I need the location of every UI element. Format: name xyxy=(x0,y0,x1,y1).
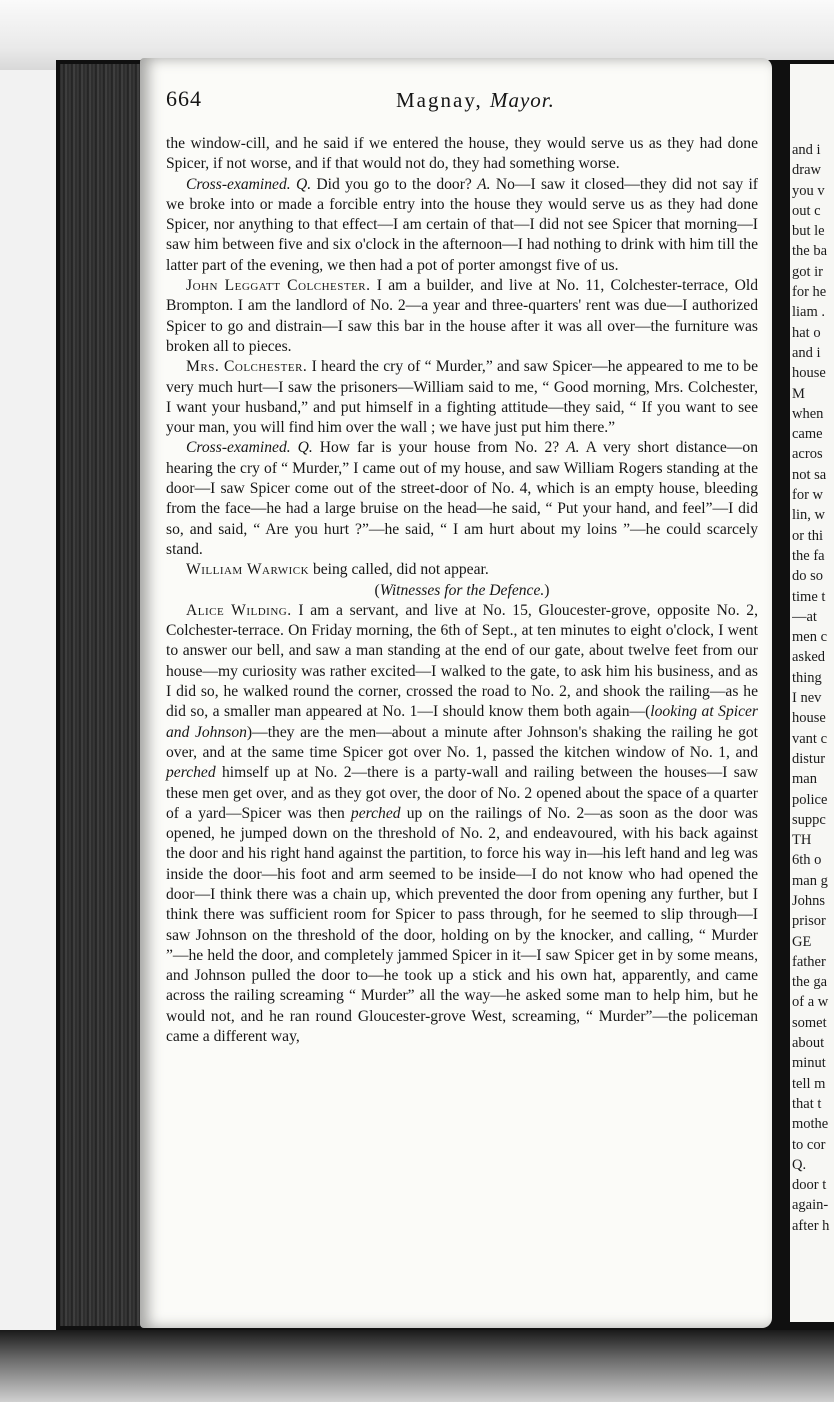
facing-page-line: distur xyxy=(792,750,826,767)
body-text xyxy=(166,134,758,1047)
facing-page-line: 6th o xyxy=(792,852,822,869)
facing-page-line: somet xyxy=(792,1014,827,1031)
italic-text: looking at Spicer and Johnson xyxy=(166,703,758,741)
facing-page-line: again- xyxy=(792,1197,829,1214)
facing-page-line: for w xyxy=(792,487,824,504)
facing-page-line: got ir xyxy=(792,263,824,280)
facing-page-line: not sa xyxy=(792,466,827,483)
facing-page-line: father xyxy=(792,953,826,970)
facing-page-line: house xyxy=(792,710,826,727)
facing-page-line: I nev xyxy=(792,690,822,707)
facing-page-line: Q. xyxy=(792,1156,807,1173)
facing-page-line: and i xyxy=(792,344,821,361)
speaker-name: Mrs. Colchester. xyxy=(186,358,308,376)
facing-page-line: time t xyxy=(792,588,826,605)
facing-page-fragments xyxy=(792,140,834,1236)
paragraph xyxy=(166,175,758,276)
facing-page-line: when xyxy=(792,405,824,422)
facing-page-line: thing xyxy=(792,669,822,686)
facing-page-line: do so xyxy=(792,568,824,585)
facing-page-line: prisor xyxy=(792,913,826,930)
facing-page-line: tell m xyxy=(792,1075,826,1092)
facing-page-line: of a w xyxy=(792,994,829,1011)
text-run: up on the railings of No. 2—as soon as the door was opened, he jumped down on the threshold of No. 2, and endeavoured, with his back against the door and his right hand against the partition, to force his way in—his left hand and leg was inside the door—his foot and arm seemed to be inside—I do not know who had opened the door—I think there was a chain up, which prevented the door from opening any further, but I think there was sufficient room for Spicer to pass through, for he seemed to slip through—I saw Johnson on the threshold of the door, holding on by the knocker, and calling, “ Murder ”—he held the door, and completely jammed Spicer in it—I saw Spicer get in by some means, and Johnson pulled the door to—he took up a stick and his own hat, apparently, and came across the railing screaming “ Murder” all the way—he asked some man to help him, but he would not, and he ran round Gloucester-grove West, screaming, “ Murder”—the policeman came a different way, xyxy=(166,804,758,1046)
italic-text: A. xyxy=(477,175,491,193)
facing-page-line: suppc xyxy=(792,811,826,828)
facing-page-line: door t xyxy=(792,1177,827,1194)
paragraph xyxy=(166,601,758,1048)
facing-page-line: hat o xyxy=(792,324,821,341)
facing-page-line: house xyxy=(792,365,826,382)
facing-page-line: TH xyxy=(792,832,812,849)
facing-page-line: but le xyxy=(792,223,825,240)
text-run: being called, did not appear. xyxy=(309,561,489,579)
book-spine xyxy=(60,64,146,1326)
facing-page-line: the ba xyxy=(792,243,828,260)
running-title-main: Magnay, xyxy=(396,88,483,112)
facing-page-line: the ga xyxy=(792,974,828,991)
facing-page-line: or thi xyxy=(792,527,824,544)
facing-page-line: out c xyxy=(792,202,821,219)
facing-page-edge xyxy=(790,64,834,1322)
speaker-name: William Warwick xyxy=(186,561,310,579)
text-run: I am a builder, and live at No. 11, Colchester-terrace, Old Brompton. I am the landlord of No. 2—a year and three-quarters' rent was due—I authorized Spicer to go and distrain—I saw this bar in the house after it was all over—the furniture was broken all to pieces. xyxy=(166,277,758,355)
italic-text: Cross-examined. xyxy=(186,439,291,457)
speaker-name: John Leggatt Colchester. xyxy=(186,277,371,295)
text-run: No—I saw it closed—they did not say if we broke into or made a forcible entry into the house they would serve us as they had done Spicer, nor anything to that effect—I am certain of that—I did not see Spicer that morning—I saw him between five and six o'clock in the afternoon—I had nothing to drink with him till the latter part of the evening, we then had a pot of porter amongst five of us. xyxy=(166,175,758,274)
facing-page-line: after h xyxy=(792,1217,830,1234)
facing-page-line: about xyxy=(792,1035,825,1052)
text-run: himself up at No. 2—there is a party-wall and railing between the houses—I saw these men get over, and as they got over, the door of No. 2 opened about the space of a quarter of a yard—Spicer was then xyxy=(166,764,758,822)
book-page xyxy=(140,58,772,1328)
facing-page-line: police xyxy=(792,791,828,808)
italic-text: perched xyxy=(166,764,216,782)
text-run: ( xyxy=(374,581,380,599)
facing-page-line: draw xyxy=(792,162,821,179)
text-run: Did you go to the door? xyxy=(311,175,478,193)
text-run xyxy=(291,439,298,456)
facing-page-line: man g xyxy=(792,872,828,889)
facing-page-line: came xyxy=(792,426,823,443)
paragraph xyxy=(166,357,758,438)
facing-page-line: that t xyxy=(792,1095,822,1112)
facing-page-line: man xyxy=(792,771,817,788)
paragraph xyxy=(166,134,758,175)
page-number: 664 xyxy=(166,86,202,111)
facing-page-line: you v xyxy=(792,182,825,199)
facing-page-line: GE xyxy=(792,933,812,950)
running-title xyxy=(396,88,555,113)
text-run: I heard the cry of “ Murder,” and saw Spicer—he appeared to me to be very much hurt—I saw the prisoners—William said to me, “ Good morning, Mrs. Colchester, I want your husband,” and put himself in a fighting attitude—they said, “ If you want to see your man, you will find him over the wall ; we have just put him there.” xyxy=(166,358,758,437)
italic-text: Q. xyxy=(297,439,313,457)
facing-page-line: the fa xyxy=(792,547,825,564)
text-run: )—they are the men—about a minute after Johnson's shaking the railing he got over, and at the same time Spicer got over No. 1, passed the kitchen window of No. 1, and xyxy=(166,723,758,761)
text-run: ) xyxy=(544,581,550,599)
paragraph xyxy=(166,438,758,560)
facing-page-line: minut xyxy=(792,1055,826,1072)
italic-text: Cross-examined. xyxy=(186,175,291,193)
running-title-italic: Mayor. xyxy=(489,88,555,112)
facing-page-line: mothe xyxy=(792,1116,829,1133)
italic-text: A. xyxy=(566,439,580,457)
italic-text: Q. xyxy=(295,175,312,193)
facing-page-line: and i xyxy=(792,142,821,158)
facing-page-line: liam . xyxy=(792,304,826,321)
facing-page-line: lin, w xyxy=(792,507,826,524)
running-head xyxy=(166,86,766,116)
text-run: How far is your house from No. 2? xyxy=(312,439,567,457)
text-run: I am a servant, and live at No. 15, Gloucester-grove, opposite No. 2, Colchester-terrace. On Friday morning, the 6th of Sept., at ten minutes to eight o'clock, I went to answer our bell, and saw a man standing at the end of our gate, about twelve feet from our house—my curiosity was rather excited—I walked to the gate, to ask him his business, and as I did so, he walked round the corner, crossed the road to No. 2, and shook the railing—as he did so, a smaller man appeared at No. 1—I should know them both again—( xyxy=(166,601,759,721)
paragraph xyxy=(166,560,758,580)
facing-page-line: Johns xyxy=(792,892,826,909)
text-run: A very short distance—on hearing the cry of “ Murder,” I came out of my house, and saw William Rogers standing at the door—I saw Spicer come out of the street-door of No. 4, which is an empty house, bleeding from the face—he had a large bruise on the head—he said, “ Put your hand, and feel”—I did so, and said, “ Are you hurt ?”—he said, “ I am hurt about my loins ”—he could scarcely stand. xyxy=(166,439,758,558)
facing-page-line: vant c xyxy=(792,730,828,747)
facing-page-line: men c xyxy=(792,629,828,646)
italic-text: Witnesses for the Defence. xyxy=(379,581,545,599)
paragraph xyxy=(166,276,758,357)
paragraph xyxy=(166,581,758,601)
facing-page-line: —at xyxy=(792,608,817,625)
facing-page-line: to cor xyxy=(792,1136,826,1153)
facing-page-line: acros xyxy=(792,446,823,463)
italic-text: perched xyxy=(350,804,401,822)
text-run: the window-cill, and he said if we entered the house, they would serve us as they had done Spicer, if not worse, and if that would not do, they had something worse. xyxy=(166,135,758,173)
facing-page-line: for he xyxy=(792,284,827,301)
facing-page-line: M xyxy=(792,385,805,402)
scan-background-bottom xyxy=(0,1330,834,1402)
facing-page-line: asked xyxy=(792,649,826,666)
speaker-name: Alice Wilding. xyxy=(186,601,292,619)
